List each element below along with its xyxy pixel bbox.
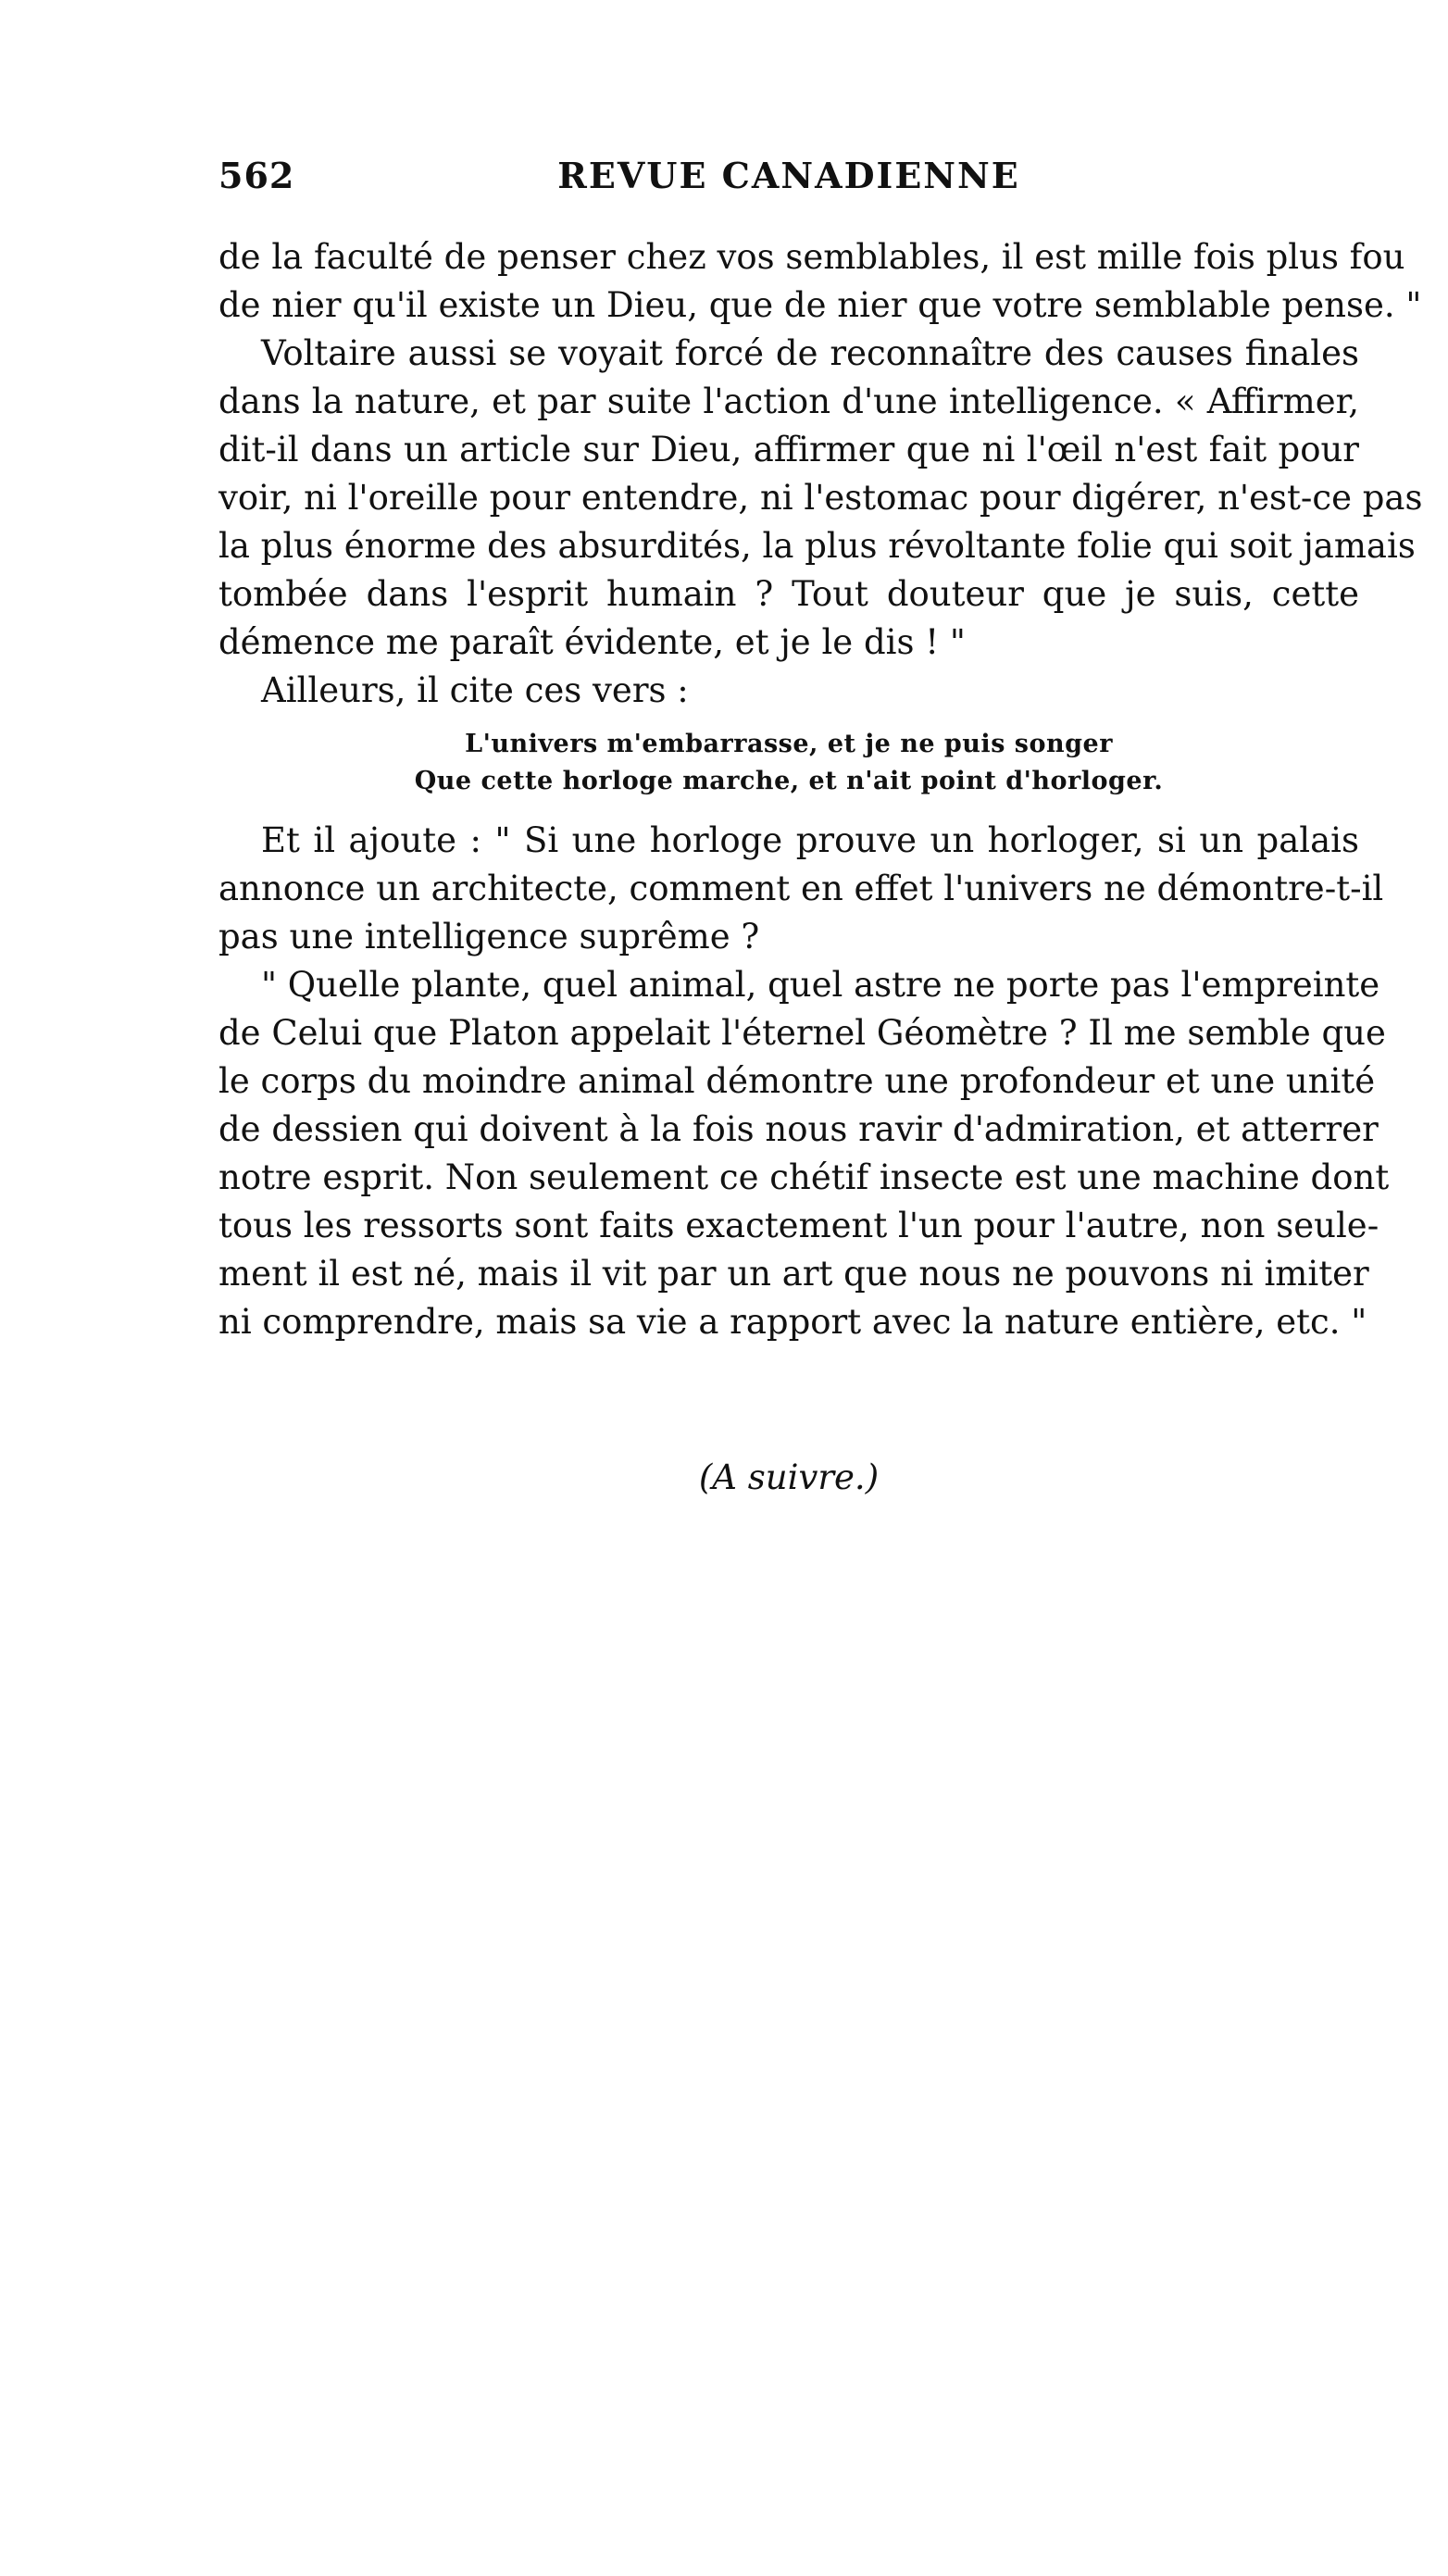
text-line: démence me paraît évidente, et je le dis ! "	[218, 622, 966, 662]
running-head	[218, 148, 1359, 204]
text-line: dit-il dans un article sur Dieu, affirmer que ni l'œil n'est fait pour	[218, 430, 1359, 469]
text-line: pas une intelligence suprême ?	[218, 917, 760, 957]
text-line: ment il est né, mais il vit par un art que nous ne pouvons ni imiter	[218, 1254, 1369, 1294]
paragraph-5	[218, 961, 1390, 1346]
text-line: tous les ressorts sont faits exactement l'un pour l'autre, non seule-	[218, 1206, 1379, 1245]
text-line: annonce un architecte, comment en effet l'univers ne démontre-t-il	[218, 869, 1384, 908]
text-line: " Quelle plante, quel animal, quel astre ne porte pas l'empreinte	[261, 965, 1380, 1005]
text-line: dans la nature, et par suite l'action d'une intelligence. « Affirmer,	[218, 381, 1359, 421]
text-line: la plus énorme des absurdités, la plus révoltante folie qui soit jamais	[218, 526, 1416, 566]
text-line: Ailleurs, il cite ces vers :	[261, 670, 689, 710]
text-line: notre esprit. Non seulement ce chétif insecte est une machine dont	[218, 1157, 1390, 1197]
paragraph-1	[218, 233, 1422, 330]
text-line: de Celui que Platon appelait l'éternel Géomètre ? Il me semble que	[218, 1013, 1386, 1053]
text-line: voir, ni l'oreille pour entendre, ni l'estomac pour digérer, n'est-ce pas	[218, 478, 1423, 518]
verse-line: Que cette horloge marche, et n'ait point d'horloger.	[414, 767, 1164, 795]
text-line: de la faculté de penser chez vos semblables, il est mille fois plus fou	[218, 237, 1405, 277]
verse-quote	[218, 726, 1359, 800]
text-line: de nier qu'il existe un Dieu, que de nier que votre semblable pense. "	[218, 285, 1422, 325]
paragraph-3	[218, 667, 1359, 715]
document-page	[218, 148, 1423, 1537]
journal-title: REVUE CANADIENNE	[557, 155, 1020, 196]
text-line: ni comprendre, mais sa vie a rapport avec la nature entière, etc. "	[218, 1302, 1367, 1342]
text-line: Voltaire aussi se voyait forcé de reconnaître des causes finales	[261, 333, 1359, 373]
text-line: le corps du moindre animal démontre une profondeur et une unité	[218, 1061, 1376, 1101]
text-line: Et il ajoute : " Si une horloge prouve un horloger, si un palais	[261, 820, 1359, 860]
page-number: 562	[218, 155, 295, 196]
text-line: tombée dans l'esprit humain ? Tout douteur que je suis, cette	[218, 574, 1359, 614]
verse-line: L'univers m'embarrasse, et je ne puis songer	[465, 730, 1113, 758]
paragraph-2	[218, 330, 1423, 667]
paragraph-4	[218, 817, 1384, 961]
continued-note: (A suivre.)	[698, 1457, 880, 1497]
body-text	[218, 233, 1423, 1346]
text-line: de dessien qui doivent à la fois nous ravir d'admiration, et atterrer	[218, 1109, 1379, 1149]
